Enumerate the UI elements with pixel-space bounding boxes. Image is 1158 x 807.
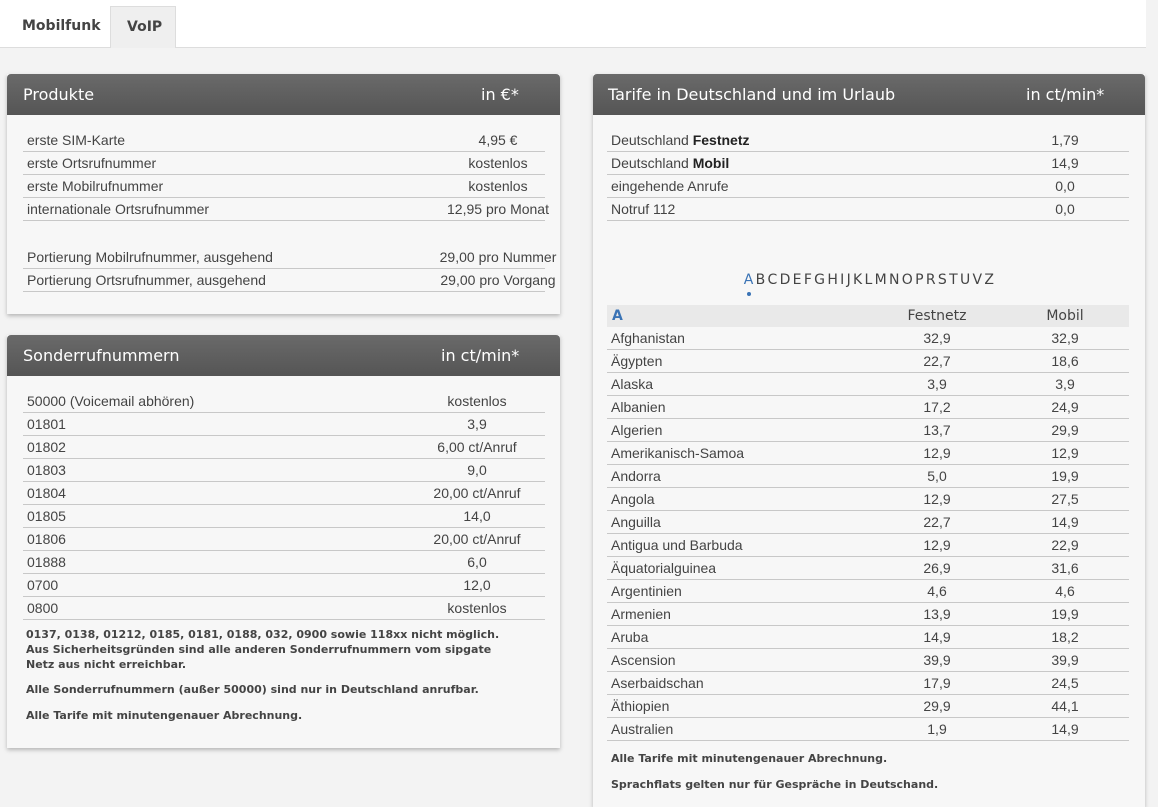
row-label: 01804 [27, 485, 66, 501]
country-mobil: 24,5 [1051, 675, 1079, 691]
header-festnetz: Festnetz [907, 308, 967, 324]
country-mobil: 12,9 [1051, 445, 1079, 461]
sonder-header [7, 335, 560, 376]
country-name: Armenien [611, 606, 671, 622]
portierung-row [23, 246, 557, 269]
country-row [607, 534, 1129, 557]
country-festnetz: 22,7 [923, 514, 951, 530]
row-label-prefix: Notruf 112 [611, 201, 676, 217]
alphabet-letter-r[interactable]: R [925, 272, 936, 288]
domestic-row [607, 129, 1129, 152]
sonder-row [23, 459, 545, 482]
country-mobil: 3,9 [1055, 376, 1075, 392]
country-festnetz: 4,6 [927, 583, 947, 599]
sonder-row [23, 390, 545, 413]
row-label: erste Ortsrufnummer [27, 155, 157, 171]
produkte-table [23, 129, 557, 292]
produkte-panel [7, 74, 560, 314]
row-label: 01803 [27, 462, 66, 478]
alphabet-letter-n[interactable]: N [889, 272, 900, 288]
country-festnetz: 3,9 [927, 376, 947, 392]
country-row [607, 350, 1129, 373]
alphabet-letter-p[interactable]: P [915, 272, 924, 288]
country-name: Argentinien [611, 583, 682, 599]
row-label-bold: Festnetz [692, 132, 750, 148]
country-name: Angola [611, 491, 655, 507]
country-name: Amerikanisch-Samoa [611, 445, 745, 461]
alphabet-letter-g[interactable]: G [814, 272, 826, 288]
alphabet-letter-v[interactable]: V [972, 272, 983, 288]
row-value: 6,0 [467, 554, 487, 570]
row-label [611, 129, 750, 151]
sonder-row [23, 551, 545, 574]
country-festnetz: 26,9 [923, 560, 951, 576]
country-row [607, 488, 1129, 511]
portierung-row [23, 269, 556, 292]
row-value: 20,00 ct/Anruf [433, 531, 521, 547]
row-value: kostenlos [468, 178, 528, 194]
country-row [607, 718, 1129, 741]
country-festnetz: 5,0 [927, 468, 947, 484]
alphabet-letter-o[interactable]: O [901, 272, 914, 288]
tarife-unit: in ct/min* [1026, 85, 1105, 104]
country-name: Afghanistan [611, 330, 685, 346]
country-festnetz: 13,9 [923, 606, 951, 622]
row-value: kostenlos [468, 155, 528, 171]
country-name: Äquatorialguinea [611, 560, 717, 576]
tarife-note-2: Sprachflats gelten nur für Gespräche in Deutschand. [611, 778, 939, 791]
alphabet-letter-b[interactable]: B [755, 272, 766, 288]
tab-mobilfunk[interactable]: Mobilfunk [22, 18, 101, 34]
row-value: 1,79 [1051, 132, 1079, 148]
country-name: Australien [611, 721, 674, 737]
alphabet-letter-j[interactable]: J [846, 272, 852, 288]
alphabet-letter-s[interactable]: S [937, 272, 948, 288]
country-row [607, 465, 1129, 488]
produkte-header [7, 74, 560, 115]
country-mobil: 14,9 [1051, 514, 1079, 530]
country-festnetz: 17,9 [923, 675, 951, 691]
sonder-row [23, 505, 545, 528]
row-label: 01802 [27, 439, 66, 455]
country-name: Alaska [611, 376, 654, 392]
alphabet-letter-u[interactable]: U [959, 272, 971, 288]
row-value: kostenlos [447, 600, 507, 616]
domestic-row [607, 152, 1129, 175]
sonder-note-3: Alle Tarife mit minutengenauer Abrechnung. [26, 709, 303, 722]
sonder-row [23, 528, 545, 551]
produkte-row [23, 175, 545, 198]
tarife-panel [593, 74, 1145, 807]
country-row [607, 442, 1129, 465]
sonder-row [23, 597, 545, 620]
row-value: kostenlos [447, 393, 507, 409]
row-value: 20,00 ct/Anruf [433, 485, 521, 501]
row-value: 12,0 [463, 577, 491, 593]
produkte-row [23, 152, 545, 175]
tarife-header [593, 74, 1145, 115]
country-mobil: 32,9 [1051, 330, 1079, 346]
country-mobil: 19,9 [1051, 606, 1079, 622]
country-row [607, 649, 1129, 672]
sonder-table [23, 390, 545, 723]
sonder-unit: in ct/min* [441, 346, 520, 365]
header-mobil: Mobil [1046, 308, 1084, 324]
country-name: Algerien [611, 422, 663, 438]
country-mobil: 22,9 [1051, 537, 1079, 553]
row-label-bold: Mobil [692, 155, 730, 171]
domestic-row [607, 198, 1129, 221]
country-row [607, 396, 1129, 419]
alphabet-letter-c[interactable]: C [767, 272, 778, 288]
row-label: 50000 (Voicemail abhören) [27, 393, 195, 409]
country-name: Äthiopien [611, 698, 670, 714]
row-value: 9,0 [467, 462, 487, 478]
country-festnetz: 13,7 [923, 422, 951, 438]
country-row [607, 626, 1129, 649]
country-festnetz: 29,9 [923, 698, 951, 714]
header-letter: A [612, 308, 623, 324]
tarife-note-1: Alle Tarife mit minutengenauer Abrechnung. [611, 752, 888, 765]
row-label: 01801 [27, 416, 66, 432]
row-value: 29,00 pro Vorgang [440, 272, 556, 288]
country-row [607, 327, 1129, 350]
produkte-row [23, 198, 549, 221]
row-label-prefix: eingehende Anrufe [611, 178, 729, 194]
row-value: 4,95 € [478, 132, 518, 148]
produkte-title: Produkte [23, 85, 95, 104]
sonder-note-1: 0137, 0138, 01212, 0185, 0181, 0188, 032, 0900 sowie 118xx nicht möglich. Aus Sicherheitsgründen sind alle anderen Sonderrufnummern vom sipgate Netz aus nicht erreichbar. [26, 628, 500, 671]
country-festnetz: 1,9 [927, 721, 947, 737]
country-mobil: 39,9 [1051, 652, 1079, 668]
alphabet-letter-m[interactable]: M [874, 272, 888, 288]
alphabet-letter-d[interactable]: D [779, 272, 791, 288]
produkte-row [23, 129, 545, 152]
row-value: 29,00 pro Nummer [439, 249, 557, 265]
row-value: 0,0 [1055, 201, 1075, 217]
row-label: 01805 [27, 508, 66, 524]
alphabet-letter-t[interactable]: T [949, 272, 958, 288]
country-festnetz: 12,9 [923, 445, 951, 461]
country-name: Aserbaidschan [611, 675, 704, 691]
row-label: Portierung Mobilrufnummer, ausgehend [27, 249, 273, 265]
country-table [607, 305, 1129, 792]
country-mobil: 24,9 [1051, 399, 1079, 415]
country-mobil: 29,9 [1051, 422, 1079, 438]
row-label: 0800 [27, 600, 59, 616]
row-label: Portierung Ortsrufnummer, ausgehend [27, 272, 266, 288]
country-festnetz: 39,9 [923, 652, 951, 668]
country-mobil: 27,5 [1051, 491, 1079, 507]
country-row [607, 511, 1129, 534]
country-festnetz: 32,9 [923, 330, 951, 346]
country-table-header [607, 305, 1129, 327]
row-label-prefix: Deutschland [611, 132, 693, 148]
country-name: Anguilla [611, 514, 661, 530]
sonder-title: Sonderrufnummern [23, 346, 180, 365]
country-festnetz: 12,9 [923, 537, 951, 553]
country-festnetz: 14,9 [923, 629, 951, 645]
sonder-row [23, 413, 545, 436]
country-name: Ascension [611, 652, 676, 668]
row-label: 01888 [27, 554, 66, 570]
country-row [607, 603, 1129, 626]
sonder-note-2: Alle Sonderrufnummern (außer 50000) sind nur in Deutschland anrufbar. [26, 683, 479, 696]
country-row [607, 672, 1129, 695]
country-row [607, 373, 1129, 396]
row-label [611, 198, 675, 220]
row-value: 14,9 [1051, 155, 1079, 171]
alphabet-letter-h[interactable]: H [827, 272, 839, 288]
alphabet-letter-l[interactable]: L [864, 272, 873, 288]
alphabet-letter-i[interactable]: I [840, 272, 845, 288]
row-label [611, 175, 729, 197]
alphabet-letter-e[interactable]: E [792, 272, 802, 288]
country-row [607, 695, 1129, 718]
row-label: erste Mobilrufnummer [27, 178, 164, 194]
country-name: Antigua und Barbuda [611, 537, 743, 553]
country-row [607, 580, 1129, 603]
row-label-prefix: Deutschland [611, 155, 693, 171]
domestic-row [607, 175, 1129, 198]
country-name: Aruba [611, 629, 649, 645]
sonder-row [23, 482, 545, 505]
country-festnetz: 17,2 [923, 399, 951, 415]
country-mobil: 14,9 [1051, 721, 1079, 737]
row-label: 0700 [27, 577, 59, 593]
tarife-domestic-table [607, 129, 1129, 221]
row-value: 14,0 [463, 508, 491, 524]
alphabet-letter-z[interactable]: Z [984, 272, 995, 288]
country-mobil: 18,2 [1051, 629, 1079, 645]
row-label: internationale Ortsrufnummer [27, 201, 210, 217]
tarife-title: Tarife in Deutschland und im Urlaub [608, 85, 896, 104]
country-name: Ägypten [611, 353, 663, 369]
row-value: 12,95 pro Monat [447, 201, 549, 217]
tab-voip[interactable]: VoIP [110, 6, 176, 48]
row-label: 01806 [27, 531, 66, 547]
alphabet-letter-f[interactable]: F [803, 272, 813, 288]
country-mobil: 19,9 [1051, 468, 1079, 484]
sonderrufnummern-panel [7, 335, 560, 748]
country-name: Andorra [611, 468, 661, 484]
alphabet-letter-a[interactable]: A [743, 272, 754, 288]
sonder-row [23, 436, 545, 459]
country-row [607, 557, 1129, 580]
country-festnetz: 12,9 [923, 491, 951, 507]
row-value: 3,9 [467, 416, 487, 432]
alphabet-nav [593, 272, 1145, 288]
row-label [611, 152, 729, 174]
country-mobil: 31,6 [1051, 560, 1079, 576]
row-value: 0,0 [1055, 178, 1075, 194]
alphabet-letter-k[interactable]: K [853, 272, 863, 288]
country-mobil: 4,6 [1055, 583, 1075, 599]
row-label: erste SIM-Karte [27, 132, 126, 148]
tab-bar [0, 0, 1146, 48]
country-name: Albanien [611, 399, 666, 415]
country-mobil: 44,1 [1051, 698, 1079, 714]
produkte-unit: in €* [481, 85, 519, 104]
sonder-row [23, 574, 545, 597]
row-value: 6,00 ct/Anruf [437, 439, 517, 455]
country-mobil: 18,6 [1051, 353, 1079, 369]
country-festnetz: 22,7 [923, 353, 951, 369]
country-row [607, 419, 1129, 442]
